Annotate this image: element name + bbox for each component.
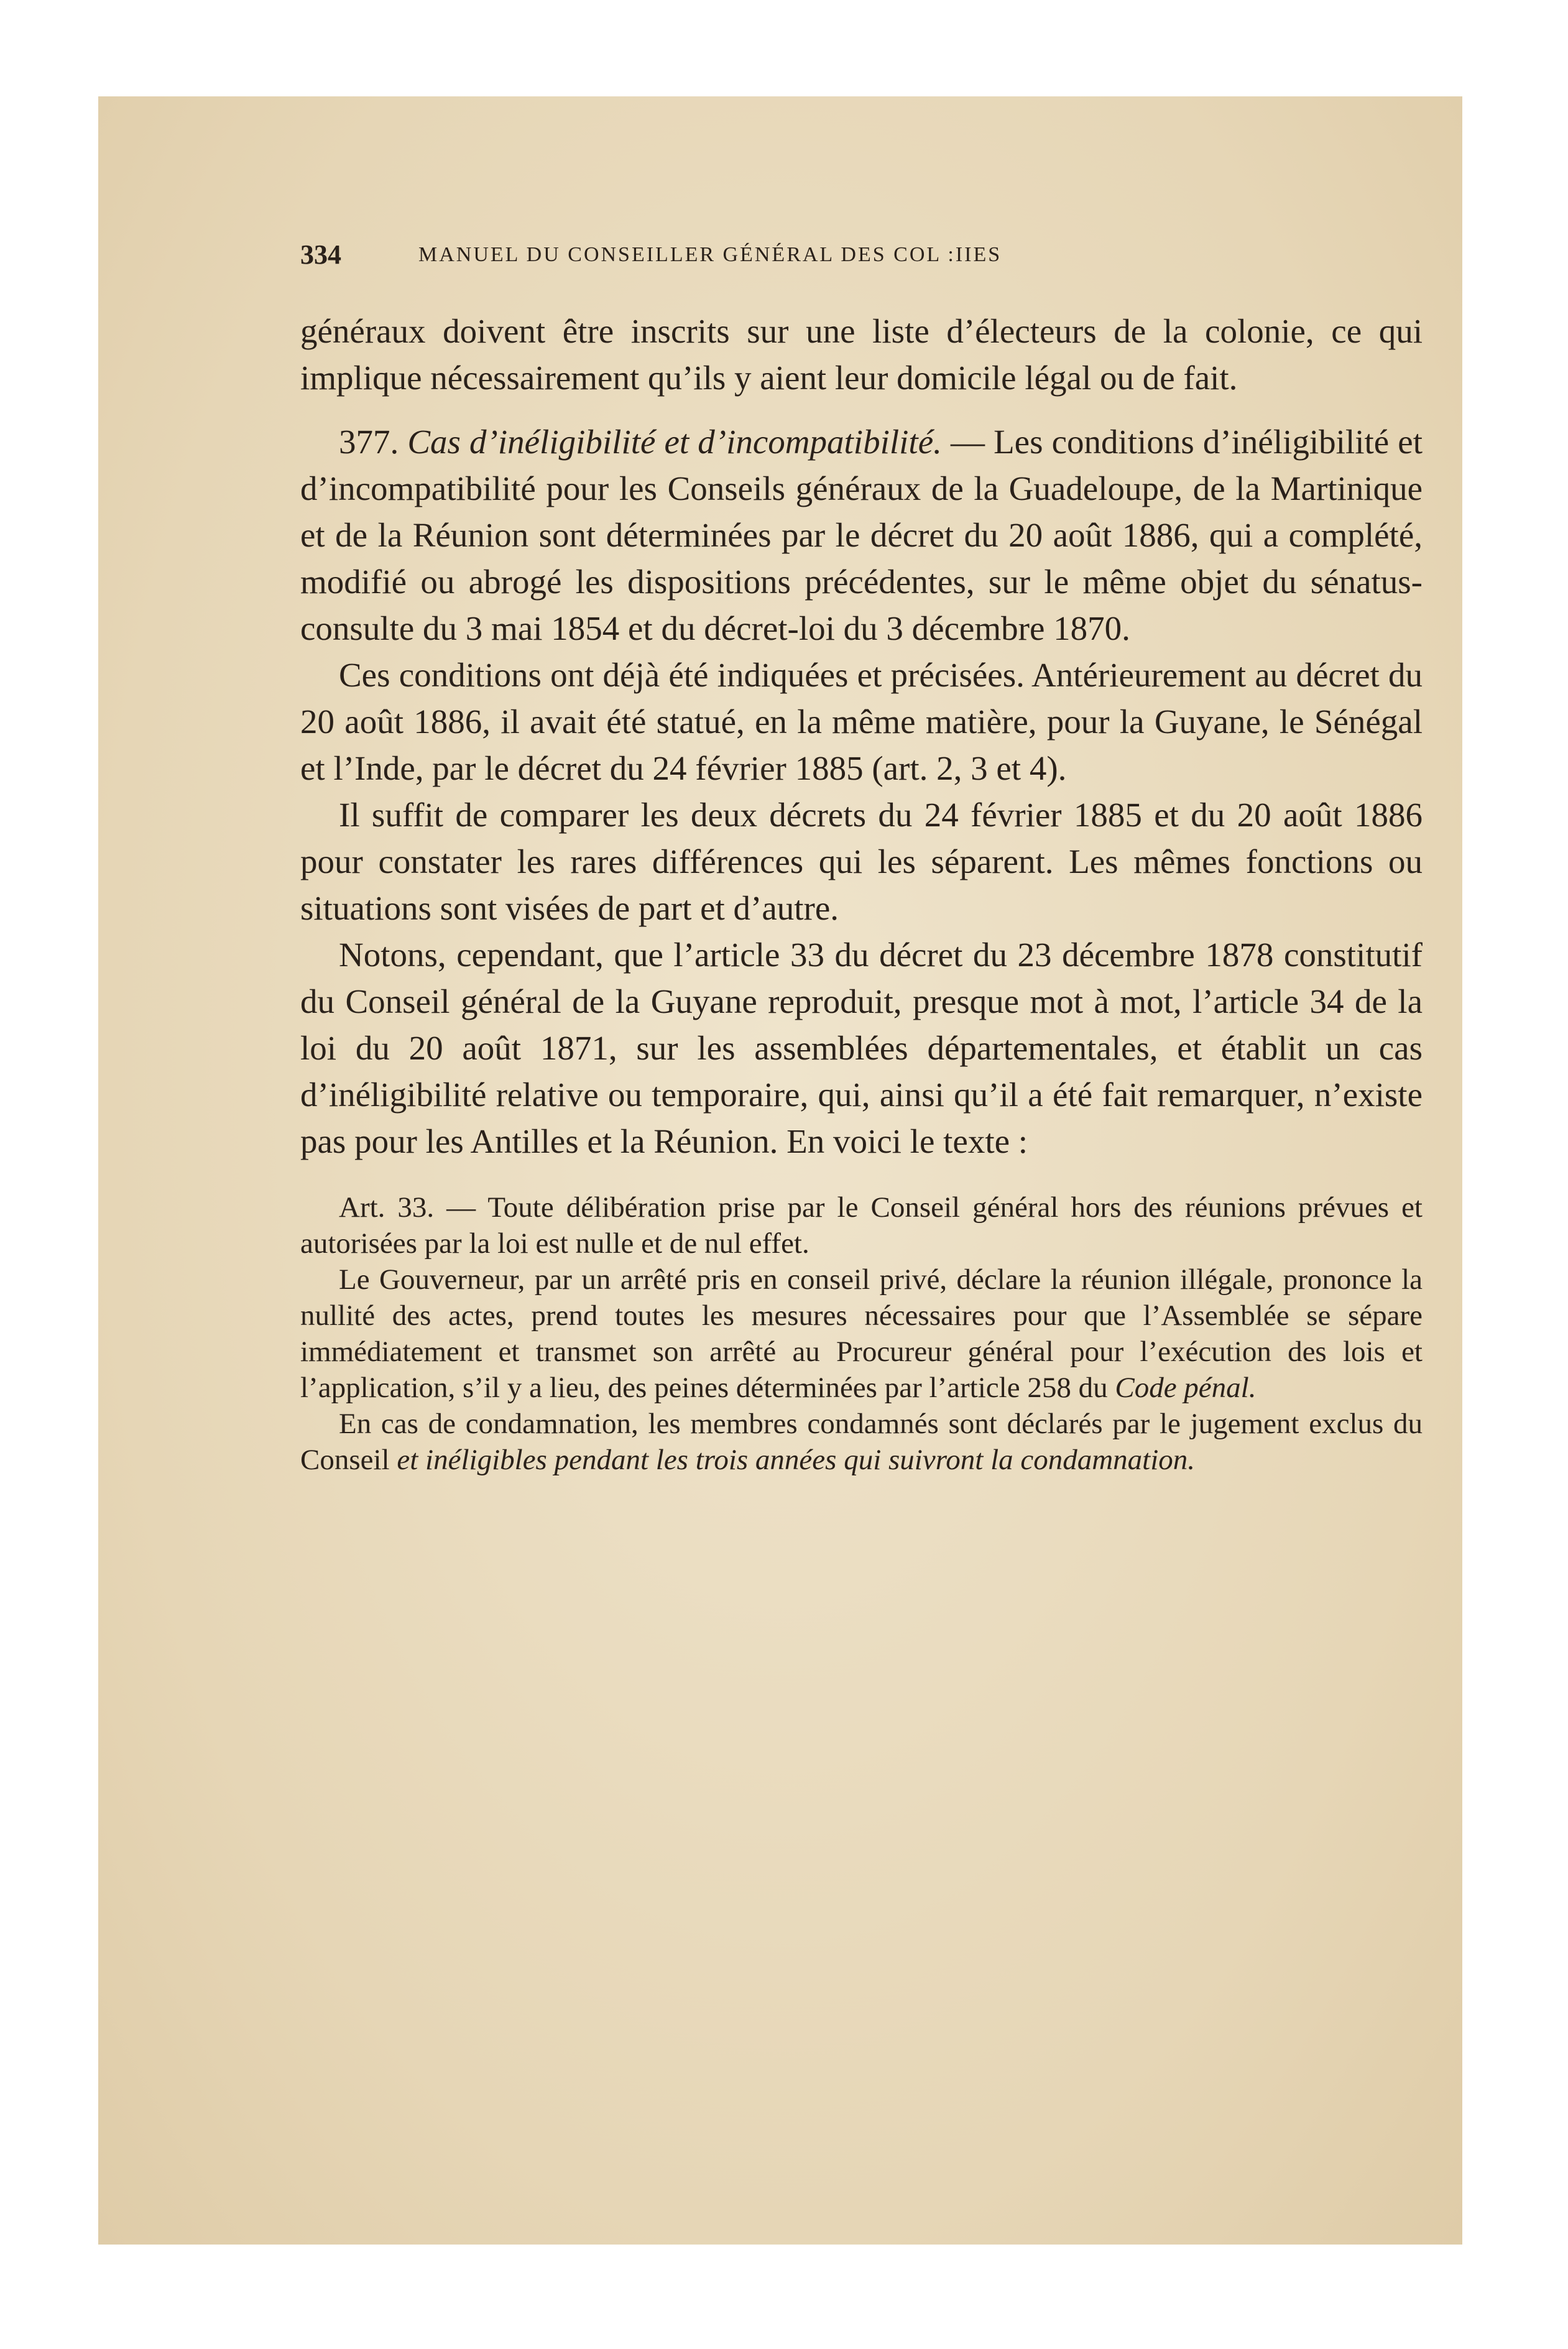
quote-condamnation-italic: et inéligibles pendant les trois années qui suivront la condamnation. [397, 1444, 1196, 1476]
page-number: 334 [300, 239, 341, 270]
scanned-page [98, 96, 1462, 2245]
section-text: — Les conditions d’inéligibilité et d’incompatibilité pour les Conseils généraux de la Guadeloupe, de la Martinique et de la Réunion sont déterminées par le décret du 20 août 1886, qui a complété, modifié ou abrogé les dispositions précédentes, sur le même objet du sénatus-consulte du 3 mai 1854 et du décret-loi du 3 décembre 1870. [300, 423, 1423, 647]
page-content [300, 236, 1423, 1478]
section-377-paragraph [300, 418, 1423, 652]
quoted-article [300, 1189, 1423, 1478]
section-title: Cas d’inéligibilité et d’incompatibilité. [407, 423, 942, 461]
running-title: MANUEL DU CONSEILLER GÉNÉRAL DES COL :IIES [418, 243, 1002, 266]
paragraph-comparison: Il suffit de comparer les deux décrets du 24 février 1885 et du 20 août 1886 pour constater les rares différences qui les séparent. Les mêmes fonctions ou situations sont visées de part et d’autre. [300, 796, 1423, 927]
section-number: 377. [339, 423, 399, 461]
running-header [300, 236, 1423, 274]
quote-gouverneur [300, 1262, 1423, 1406]
quote-condamnation [300, 1406, 1423, 1478]
quote-code-penal: Code pénal. [1115, 1372, 1257, 1404]
quote-gouverneur-text: Le Gouverneur, par un arrêté pris en conseil privé, déclare la réunion illégale, prononce la nullité des actes, prend toutes les mesures nécessaires pour que l’Assemblée se sépare immédiatement et transmet son arrêté au Procureur général pour l’exécution des lois et l’application, s’il y a lieu, des peines déterminées par l’article 258 du [300, 1263, 1423, 1404]
quote-condamnation-text: En cas de condamnation, les membres condamnés sont déclarés par le jugement exclus du Conseil [300, 1408, 1423, 1476]
paragraph-conditions: Ces conditions ont déjà été indiquées et précisées. Antérieurement au décret du 20 août 1886, il avait été statué, en la même matière, pour la Guyane, le Sénégal et l’Inde, par le décret du 24 février 1885 (art. 2, 3 et 4). [300, 656, 1423, 787]
paragraph-continuation: généraux doivent être inscrits sur une liste d’électeurs de la colonie, ce qui implique nécessairement qu’ils y aient leur domicile légal ou de fait. [300, 312, 1423, 397]
quote-article-33: Art. 33. — Toute délibération prise par le Conseil général hors des réunions prévues et autorisées par la loi est nulle et de nul effet. [300, 1191, 1423, 1260]
paragraph-notons: Notons, cependant, que l’article 33 du décret du 23 décembre 1878 constitutif du Conseil général de la Guyane reproduit, presque mot à mot, l’article 34 de la loi du 20 août 1871, sur les assemblées départementales, et établit un cas d’inéligibilité relative ou temporaire, qui, ainsi qu’il a été fait remarquer, n’existe pas pour les Antilles et la Réunion. En voici le texte : [300, 936, 1423, 1160]
